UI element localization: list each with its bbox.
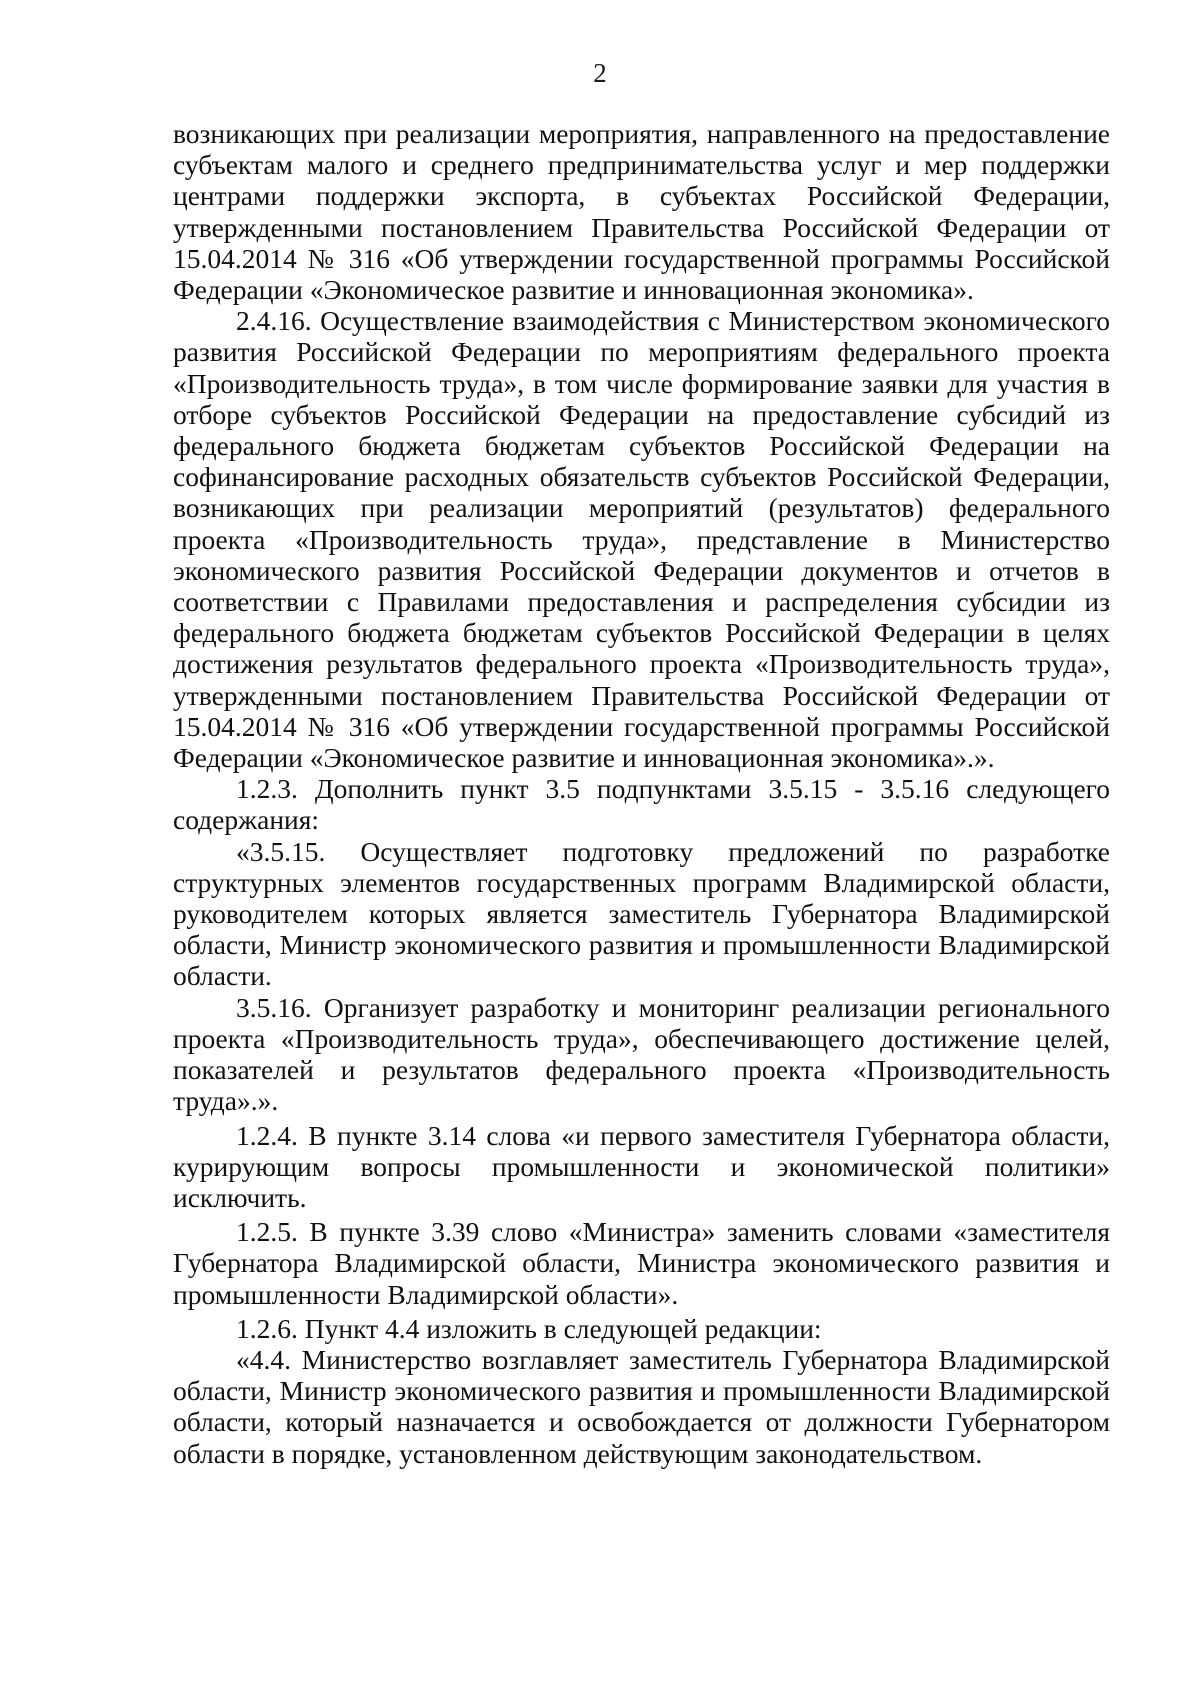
paragraph-1-2-5: 1.2.5. В пункте 3.39 слово «Министра» заменить словами «заместителя Губернатора Владимирской области, Министра экономического развития и промышленности Владимирской области».	[173, 1216, 1110, 1310]
page-number: 2	[593, 58, 607, 88]
paragraph-3-5-15: «3.5.15. Осуществляет подготовку предложений по разработке структурных элементов государственных программ Владимирской области, руководителем которых является заместитель Губернатора Владимирской области, Министр экономического развития и промышленности Владимирской области.	[173, 835, 1110, 992]
paragraph-1-2-3: 1.2.3. Дополнить пункт 3.5 подпунктами 3.5.15 - 3.5.16 следующего содержания:	[173, 773, 1110, 836]
paragraph-3-5-16: 3.5.16. Организует разработку и мониторинг реализации регионального проекта «Производительность труда», обеспечивающего достижение целей, показателей и результатов федерального проекта «Производительность труда».».	[173, 991, 1110, 1117]
paragraph-continuation: возникающих при реализации мероприятия, направленного на предоставление субъектам малого и среднего предпринимательства услуг и мер поддержки центрами поддержки экспорта, в субъектах Российской Федерации, утвержденными постановлением Правительства Российской Федерации от 15.04.2014 № 316 «Об утверждении государственной программы Российской Федерации «Экономическое развитие и инновационная экономика».	[173, 118, 1110, 306]
document-body	[173, 118, 1110, 1469]
paragraph-2-4-16: 2.4.16. Осуществление взаимодействия с Министерством экономического развития Российской Федерации по мероприятиям федерального проекта «Производительность труда», в том числе формирование заявки для участия в отборе субъектов Российской Федерации на предоставление субсидий из федерального бюджета бюджетам субъектов Российской Федерации на софинансирование расходных обязательств субъектов Российской Федерации, возникающих при реализации мероприятий (результатов) федерального проекта «Производительность труда», представление в Министерство экономического развития Российской Федерации документов и отчетов в соответствии с Правилами предоставления и распределения субсидии из федерального бюджета бюджетам субъектов Российской Федерации в целях достижения результатов федерального проекта «Производительность труда», утвержденными постановлением Правительства Российской Федерации от 15.04.2014 № 316 «Об утверждении государственной программы Российской Федерации «Экономическое развитие и инновационная экономика».».	[173, 305, 1110, 774]
paragraph-4-4: «4.4. Министерство возглавляет заместитель Губернатора Владимирской области, Министр экономического развития и промышленности Владимирской области, который назначается и освобождается от должности Губернатором области в порядке, установленном действующим законодательством.	[173, 1343, 1110, 1469]
paragraph-1-2-6: 1.2.6. Пункт 4.4 изложить в следующей редакции:	[236, 1312, 822, 1344]
paragraph-1-2-4: 1.2.4. В пункте 3.14 слова «и первого заместителя Губернатора области, курирующим вопросы промышленности и экономической политики» исключить.	[173, 1119, 1110, 1213]
